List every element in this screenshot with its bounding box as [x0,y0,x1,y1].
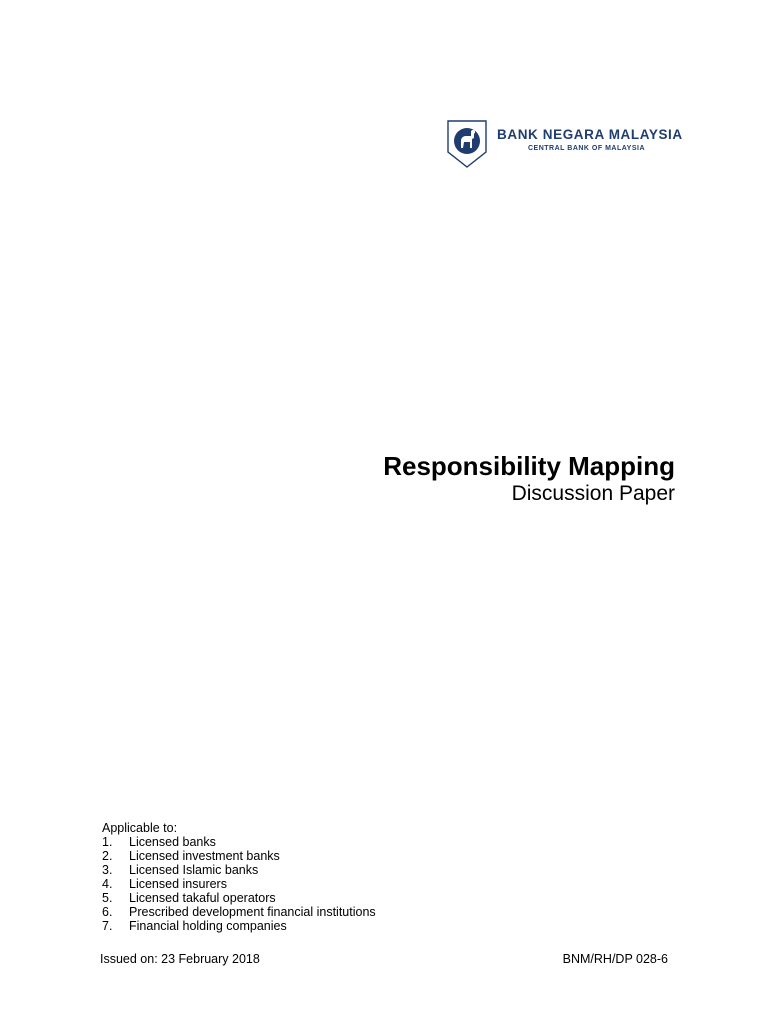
list-item-number: 5. [102,891,113,905]
list-item [102,905,376,919]
bnm-shield-icon [447,120,487,168]
bnm-logo [447,118,687,168]
applicable-section [102,821,376,933]
logo-name: BANK NEGARA MALAYSIA [497,127,683,142]
list-item-text: Financial holding companies [129,919,287,933]
list-item [102,835,376,849]
list-item [102,849,376,863]
issued-date: Issued on: 23 February 2018 [100,952,260,966]
list-item-number: 1. [102,835,113,849]
list-item [102,891,376,905]
list-item-text: Licensed banks [129,835,216,849]
logo-subtitle: CENTRAL BANK OF MALAYSIA [528,145,646,152]
list-item-text: Prescribed development financial institutions [129,905,376,919]
list-item [102,877,376,891]
document-subtitle: Discussion Paper [511,482,675,505]
list-item-number: 7. [102,919,113,933]
list-item [102,919,376,933]
applicable-label: Applicable to: [102,821,178,835]
list-item-number: 6. [102,905,113,919]
list-item-number: 3. [102,863,113,877]
title-block [383,450,675,506]
list-item-text: Licensed takaful operators [129,891,276,905]
list-item-text: Licensed investment banks [129,849,280,863]
document-reference: BNM/RH/DP 028-6 [562,952,668,966]
list-item-number: 4. [102,877,113,891]
list-item-number: 2. [102,849,113,863]
list-item-text: Licensed Islamic banks [129,863,259,877]
list-item-text: Licensed insurers [129,877,227,891]
document-title: Responsibility Mapping [383,451,675,481]
applicable-list [102,835,376,933]
list-item [102,863,376,877]
